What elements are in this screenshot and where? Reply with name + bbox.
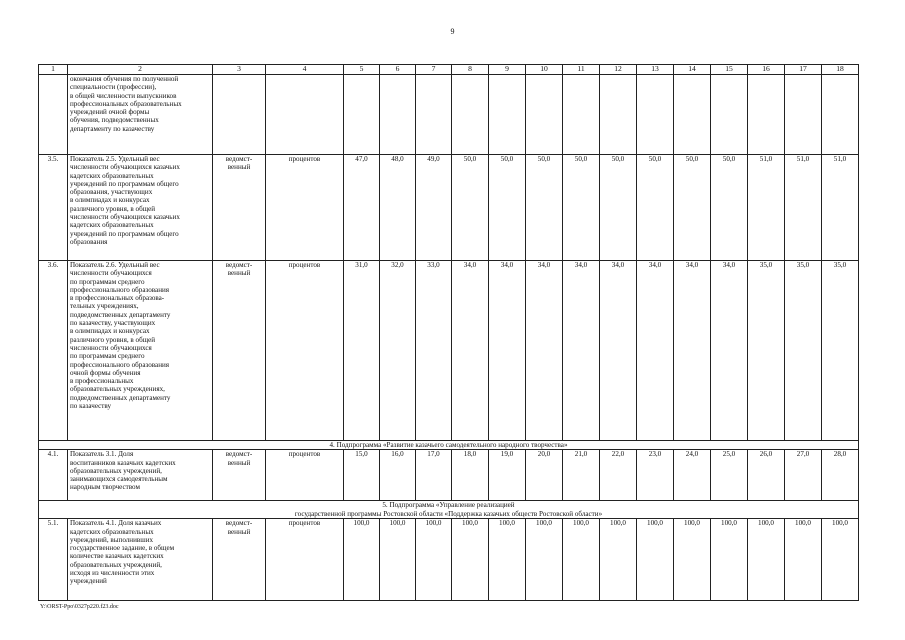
indicator-value: [748, 75, 785, 155]
indicator-value: 50,0: [526, 155, 563, 261]
indicator-value: 51,0: [748, 155, 785, 261]
indicator-value: [380, 75, 416, 155]
subprogram-row: [39, 501, 859, 519]
indicator-value: 19,0: [489, 450, 526, 501]
unit-of-measure: процентов: [266, 450, 344, 501]
indicator-value: 34,0: [489, 261, 526, 441]
column-number: 1: [39, 65, 68, 75]
row-number: 4.1.: [39, 450, 68, 501]
indicator-value: 25,0: [711, 450, 748, 501]
indicator-name: Показатель 2.5. Удельный вес численности обучающихся казачьих кадетских образовательных учреждений по программам общего образования, участвующих в олимпиадах и конкурсах различного уровня, в общей численности обучающихся казачьих кадетских образовательных учреждений по программам общего образования: [68, 155, 213, 261]
indicator-value: 100,0: [748, 519, 785, 601]
indicator-value: 49,0: [416, 155, 452, 261]
indicator-name: Показатель 3.1. Доля воспитанников казачьих кадетских образовательных учреждений, занимающихся самодеятельным народным творчеством: [68, 450, 213, 501]
indicator-value: 100,0: [380, 519, 416, 601]
indicator-value: 50,0: [674, 155, 711, 261]
indicator-value: 34,0: [452, 261, 489, 441]
column-number: 3: [213, 65, 266, 75]
indicator-row: [39, 155, 859, 261]
column-number: 5: [344, 65, 380, 75]
indicator-value: 15,0: [344, 450, 380, 501]
unit-of-measure: процентов: [266, 261, 344, 441]
indicator-value: 34,0: [526, 261, 563, 441]
indicator-value: 16,0: [380, 450, 416, 501]
data-source: ведомст- венный: [213, 155, 266, 261]
column-number: 10: [526, 65, 563, 75]
unit-of-measure: процентов: [266, 155, 344, 261]
indicator-value: 100,0: [563, 519, 600, 601]
indicator-value: [711, 75, 748, 155]
column-number: 9: [489, 65, 526, 75]
column-numbers-row: [39, 65, 859, 75]
indicator-value: 51,0: [822, 155, 859, 261]
indicator-value: 24,0: [674, 450, 711, 501]
row-number: 5.1.: [39, 519, 68, 601]
indicator-value: 50,0: [563, 155, 600, 261]
column-number: 11: [563, 65, 600, 75]
indicator-value: 100,0: [600, 519, 637, 601]
data-source: ведомст- венный: [213, 261, 266, 441]
indicator-value: 21,0: [563, 450, 600, 501]
column-number: 13: [637, 65, 674, 75]
row-number: 3.5.: [39, 155, 68, 261]
indicator-row: [39, 75, 859, 155]
indicator-value: 33,0: [416, 261, 452, 441]
column-number: 6: [380, 65, 416, 75]
column-number: 14: [674, 65, 711, 75]
indicator-value: 31,0: [344, 261, 380, 441]
indicator-name: Показатель 4.1. Доля казачьих кадетских образовательных учреждений, выполнивших государственное задание, в общем количестве казачьих кадетских образовательных учреждений, исходя из численности этих учреждений: [68, 519, 213, 601]
data-source: [213, 75, 266, 155]
row-number: 3.6.: [39, 261, 68, 441]
column-number: 7: [416, 65, 452, 75]
indicator-value: 100,0: [822, 519, 859, 601]
indicator-value: 50,0: [489, 155, 526, 261]
indicators-table: [38, 64, 859, 601]
subprogram-row: [39, 441, 859, 450]
indicator-name: Показатель 2.6. Удельный вес численности обучающихся по программам среднего профессионального образования в профессиональных образова- тельных учреждениях, подведомственных департаменту по казачеству, участвующих в олимпиадах и конкурсах различного уровня, в общей численности обучающихся по программам среднего профессионального образования очной формы обучения в профессиональных образовательных учреждениях, подведомственных департаменту по казачеству: [68, 261, 213, 441]
subprogram-title: 4. Подпрограмма «Развитие казачьего самодеятельного народного творчества»: [39, 441, 859, 450]
indicator-value: 100,0: [452, 519, 489, 601]
indicator-value: [489, 75, 526, 155]
indicator-value: 26,0: [748, 450, 785, 501]
subprogram-title: 5. Подпрограмма «Управление реализацией государственной программы Ростовской области «Поддержка казачьих обществ Ростовской области»: [39, 501, 859, 519]
indicator-value: 34,0: [674, 261, 711, 441]
data-source: ведомст- венный: [213, 519, 266, 601]
indicator-value: 100,0: [416, 519, 452, 601]
indicator-value: 28,0: [822, 450, 859, 501]
data-source: ведомст- венный: [213, 450, 266, 501]
indicator-value: 35,0: [748, 261, 785, 441]
indicator-value: 34,0: [637, 261, 674, 441]
indicator-value: 51,0: [785, 155, 822, 261]
indicator-value: 100,0: [637, 519, 674, 601]
indicator-value: [785, 75, 822, 155]
column-number: 18: [822, 65, 859, 75]
indicator-value: 50,0: [711, 155, 748, 261]
indicator-value: [526, 75, 563, 155]
column-number: 8: [452, 65, 489, 75]
indicator-value: 23,0: [637, 450, 674, 501]
indicator-value: [416, 75, 452, 155]
column-number: 2: [68, 65, 213, 75]
column-number: 12: [600, 65, 637, 75]
indicator-row: [39, 261, 859, 441]
indicator-value: [563, 75, 600, 155]
page-number: 9: [450, 27, 455, 36]
indicator-value: 17,0: [416, 450, 452, 501]
indicator-value: [600, 75, 637, 155]
unit-of-measure: процентов: [266, 519, 344, 601]
indicator-value: [452, 75, 489, 155]
indicator-value: 27,0: [785, 450, 822, 501]
indicator-value: 35,0: [822, 261, 859, 441]
indicator-value: 47,0: [344, 155, 380, 261]
indicator-value: 50,0: [600, 155, 637, 261]
indicator-value: 35,0: [785, 261, 822, 441]
column-number: 4: [266, 65, 344, 75]
file-path-footer: Y:\ORST-Ppo\0327p220.f23.doc: [40, 604, 119, 610]
indicator-value: 34,0: [563, 261, 600, 441]
indicator-value: 34,0: [600, 261, 637, 441]
indicator-value: 50,0: [452, 155, 489, 261]
indicator-value: 100,0: [526, 519, 563, 601]
indicator-value: 48,0: [380, 155, 416, 261]
indicator-value: 50,0: [637, 155, 674, 261]
indicator-name: окончания обучения по полученной специальности (профессии), в общей численности выпускников профессиональных образовательных учреждений очной формы обучения, подведомственных департаменту по казачеству: [68, 75, 213, 155]
indicator-value: [637, 75, 674, 155]
indicator-value: 18,0: [452, 450, 489, 501]
indicator-value: 100,0: [711, 519, 748, 601]
row-number: [39, 75, 68, 155]
indicator-value: 22,0: [600, 450, 637, 501]
column-number: 15: [711, 65, 748, 75]
indicator-row: [39, 519, 859, 601]
indicator-row: [39, 450, 859, 501]
unit-of-measure: [266, 75, 344, 155]
indicator-value: 32,0: [380, 261, 416, 441]
column-number: 16: [748, 65, 785, 75]
indicator-value: 20,0: [526, 450, 563, 501]
indicator-value: 100,0: [785, 519, 822, 601]
indicator-value: [344, 75, 380, 155]
indicator-value: 100,0: [674, 519, 711, 601]
indicator-value: 34,0: [711, 261, 748, 441]
indicator-value: [674, 75, 711, 155]
indicator-value: 100,0: [344, 519, 380, 601]
column-number: 17: [785, 65, 822, 75]
indicator-value: 100,0: [489, 519, 526, 601]
indicator-value: [822, 75, 859, 155]
